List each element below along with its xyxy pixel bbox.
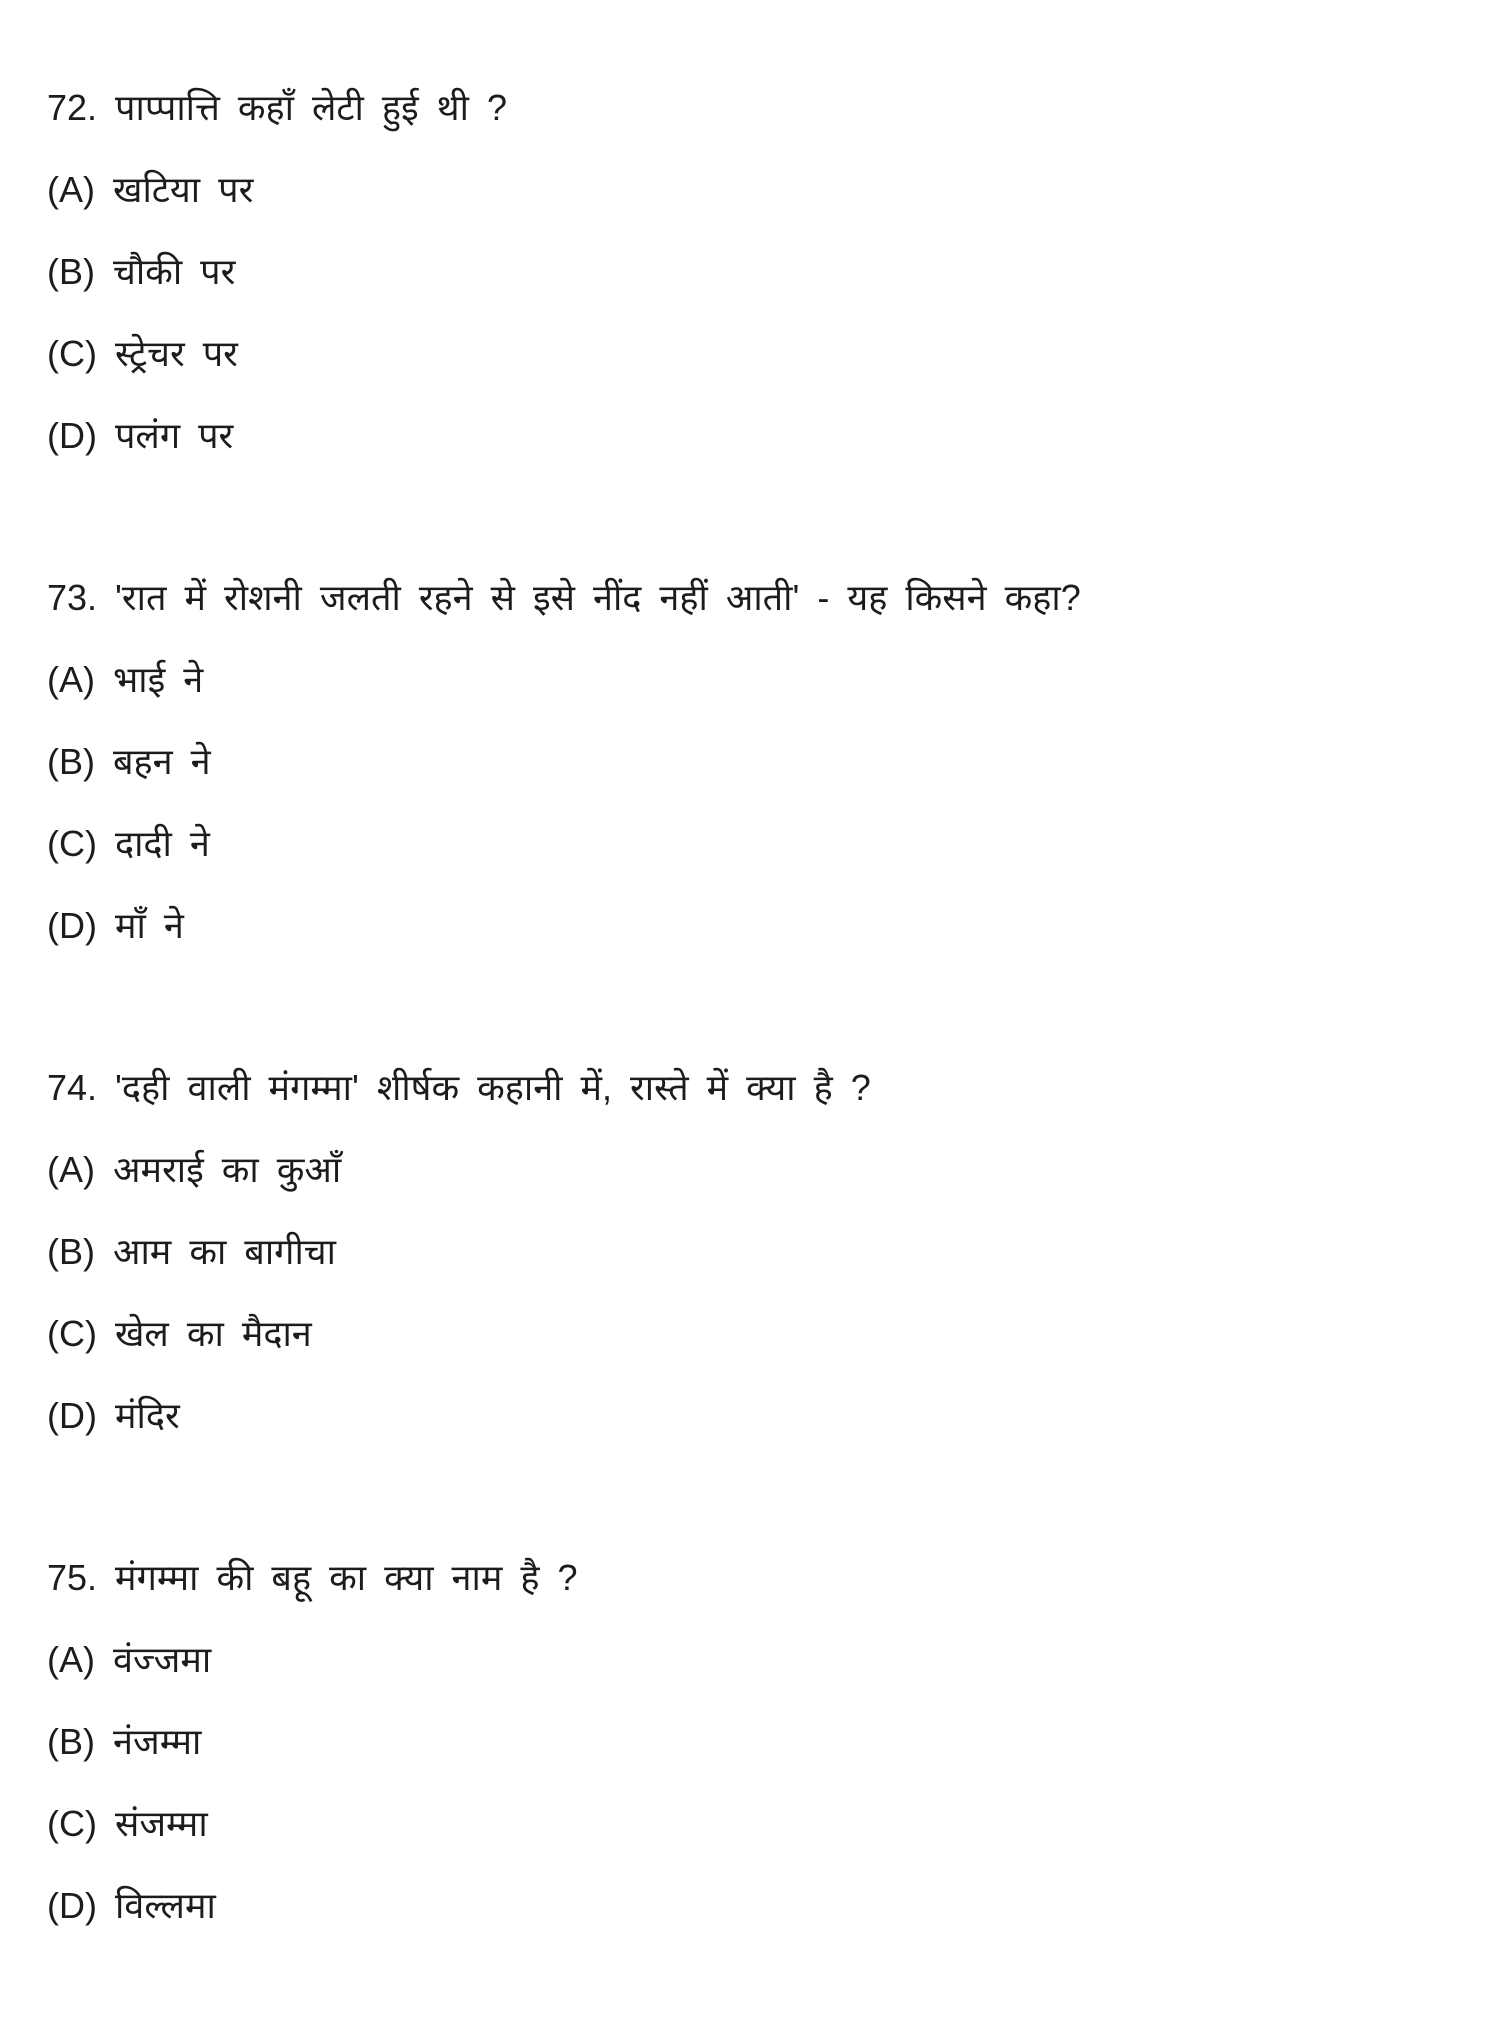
question-number: 73.	[47, 577, 98, 618]
option-label: (C)	[47, 333, 97, 374]
question-paper-page	[47, 84, 1465, 1930]
option-c	[47, 1800, 1465, 1848]
question-block-72	[47, 84, 1465, 460]
option-label: (B)	[47, 1721, 95, 1762]
option-text: खटिया पर	[113, 169, 254, 210]
option-label: (B)	[47, 741, 95, 782]
option-c	[47, 820, 1465, 868]
option-label: (A)	[47, 169, 95, 210]
question-block-73	[47, 574, 1465, 950]
question-block-74	[47, 1064, 1465, 1440]
option-b	[47, 1718, 1465, 1766]
option-label: (D)	[47, 1395, 97, 1436]
option-b	[47, 738, 1465, 786]
question-line	[47, 1064, 1465, 1112]
option-label: (D)	[47, 1885, 97, 1926]
option-text: चौकी पर	[113, 251, 236, 292]
option-b	[47, 248, 1465, 296]
option-text: संजम्मा	[114, 1803, 208, 1844]
option-c	[47, 1310, 1465, 1358]
option-text: विल्लमा	[114, 1885, 216, 1926]
option-a	[47, 656, 1465, 704]
option-text: अमराई का कुआँ	[113, 1149, 342, 1190]
option-label: (A)	[47, 659, 95, 700]
question-text: पाप्पात्ति कहाँ लेटी हुई थी ?	[115, 87, 507, 128]
option-text: आम का बागीचा	[113, 1231, 336, 1272]
question-number: 75.	[47, 1557, 98, 1598]
option-d	[47, 412, 1465, 460]
option-text: पलंग पर	[114, 415, 234, 456]
question-line	[47, 1554, 1465, 1602]
option-b	[47, 1228, 1465, 1276]
option-text: मंदिर	[114, 1395, 180, 1436]
option-text: स्ट्रेचर पर	[114, 333, 238, 374]
option-label: (C)	[47, 1313, 97, 1354]
option-text: खेल का मैदान	[114, 1313, 312, 1354]
option-d	[47, 1882, 1465, 1930]
option-d	[47, 902, 1465, 950]
question-number: 74.	[47, 1067, 98, 1108]
option-label: (B)	[47, 1231, 95, 1272]
option-text: दादी ने	[114, 823, 210, 864]
option-label: (A)	[47, 1149, 95, 1190]
option-label: (C)	[47, 823, 97, 864]
option-label: (D)	[47, 415, 97, 456]
option-text: वंज्जमा	[113, 1639, 212, 1680]
option-c	[47, 330, 1465, 378]
option-a	[47, 1636, 1465, 1684]
question-text: 'रात में रोशनी जलती रहने से इसे नींद नहीं आती' - यह किसने कहा?	[115, 577, 1081, 618]
question-line	[47, 84, 1465, 132]
question-text: 'दही वाली मंगम्मा' शीर्षक कहानी में, रास्ते में क्या है ?	[115, 1067, 871, 1108]
question-text: मंगम्मा की बहू का क्या नाम है ?	[115, 1557, 578, 1598]
question-number: 72.	[47, 87, 98, 128]
option-label: (A)	[47, 1639, 95, 1680]
option-a	[47, 1146, 1465, 1194]
option-text: नंजम्मा	[113, 1721, 202, 1762]
option-label: (C)	[47, 1803, 97, 1844]
option-label: (B)	[47, 251, 95, 292]
option-text: माँ ने	[114, 905, 184, 946]
option-text: बहन ने	[113, 741, 211, 782]
option-d	[47, 1392, 1465, 1440]
question-line	[47, 574, 1465, 622]
option-label: (D)	[47, 905, 97, 946]
option-a	[47, 166, 1465, 214]
question-block-75	[47, 1554, 1465, 1930]
option-text: भाई ने	[113, 659, 204, 700]
